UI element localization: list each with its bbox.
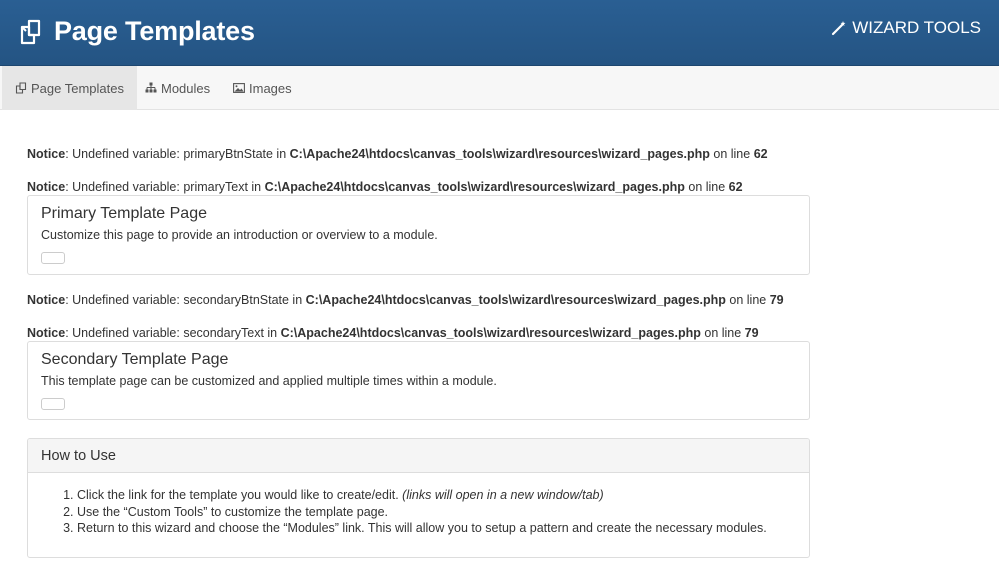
image-icon bbox=[233, 82, 245, 94]
notice-prefix: Notice bbox=[27, 180, 66, 194]
copy-icon bbox=[15, 82, 27, 94]
notice-prefix: Notice bbox=[27, 293, 66, 307]
wizard-tools-label: WIZARD TOOLS bbox=[852, 18, 981, 37]
primary-template-button[interactable] bbox=[41, 252, 65, 264]
notice-path: C:\Apache24\htdocs\canvas_tools\wizard\resources\wizard_pages.php bbox=[289, 147, 710, 161]
notice-line: 79 bbox=[744, 326, 759, 340]
magic-wand-icon bbox=[831, 20, 847, 36]
secondary-template-panel bbox=[27, 341, 810, 420]
notice-line: 62 bbox=[753, 147, 768, 161]
primary-template-panel bbox=[27, 195, 810, 275]
php-notice bbox=[27, 293, 784, 307]
nav-item-modules[interactable] bbox=[132, 66, 223, 110]
step-note: (links will open in a new window/tab) bbox=[402, 488, 604, 502]
php-notice bbox=[27, 180, 743, 194]
primary-template-description: Customize this page to provide an introduction or overview to a module. bbox=[41, 228, 438, 242]
list-item bbox=[77, 487, 767, 504]
copy-icon bbox=[17, 18, 45, 46]
page-title: Page Templates bbox=[54, 16, 255, 46]
how-to-use-panel bbox=[27, 438, 810, 558]
notice-prefix: Notice bbox=[27, 147, 66, 161]
list-item bbox=[77, 520, 767, 537]
header-title-group bbox=[17, 16, 255, 47]
nav-item-label: Modules bbox=[161, 80, 211, 96]
secondary-template-title: Secondary Template Page bbox=[41, 351, 229, 368]
primary-template-title: Primary Template Page bbox=[41, 205, 207, 222]
notice-on-line: on line bbox=[684, 180, 729, 194]
notice-on-line: on line bbox=[725, 293, 770, 307]
sitemap-icon bbox=[145, 82, 157, 94]
secondary-template-description: This template page can be customized and applied multiple times within a module. bbox=[41, 374, 497, 388]
notice-on-line: on line bbox=[700, 326, 745, 340]
app-header bbox=[0, 0, 999, 66]
notice-path: C:\Apache24\htdocs\canvas_tools\wizard\resources\wizard_pages.php bbox=[264, 180, 685, 194]
notice-path: C:\Apache24\htdocs\canvas_tools\wizard\resources\wizard_pages.php bbox=[280, 326, 701, 340]
nav-bar bbox=[0, 66, 999, 110]
php-notice bbox=[27, 326, 759, 340]
nav-item-label: Images bbox=[249, 80, 292, 96]
notice-text: : Undefined variable: secondaryText in bbox=[65, 326, 281, 340]
how-to-steps bbox=[77, 487, 767, 537]
notice-path: C:\Apache24\htdocs\canvas_tools\wizard\resources\wizard_pages.php bbox=[305, 293, 726, 307]
step-text: Click the link for the template you would like to create/edit. bbox=[77, 488, 403, 502]
step-text: Use the “Custom Tools” to customize the template page. bbox=[77, 504, 389, 519]
notice-text: : Undefined variable: primaryText in bbox=[65, 180, 265, 194]
notice-prefix: Notice bbox=[27, 326, 66, 340]
notice-line: 79 bbox=[769, 293, 784, 307]
list-item bbox=[77, 504, 767, 521]
notice-line: 62 bbox=[728, 180, 743, 194]
nav-item-images[interactable] bbox=[220, 66, 305, 110]
step-text: Return to this wizard and choose the “Modules” link. This will allow you to setup a pattern and create the necessary modules. bbox=[77, 521, 767, 535]
secondary-template-button[interactable] bbox=[41, 398, 65, 410]
notice-on-line: on line bbox=[709, 147, 754, 161]
notice-text: : Undefined variable: secondaryBtnState in bbox=[65, 293, 306, 307]
php-notice bbox=[27, 147, 768, 161]
notice-text: : Undefined variable: primaryBtnState in bbox=[65, 147, 290, 161]
nav-item-label: Page Templates bbox=[31, 80, 124, 96]
nav-item-page-templates[interactable] bbox=[2, 66, 137, 110]
wizard-tools-link[interactable] bbox=[831, 18, 981, 38]
how-to-use-heading: How to Use bbox=[28, 439, 809, 473]
